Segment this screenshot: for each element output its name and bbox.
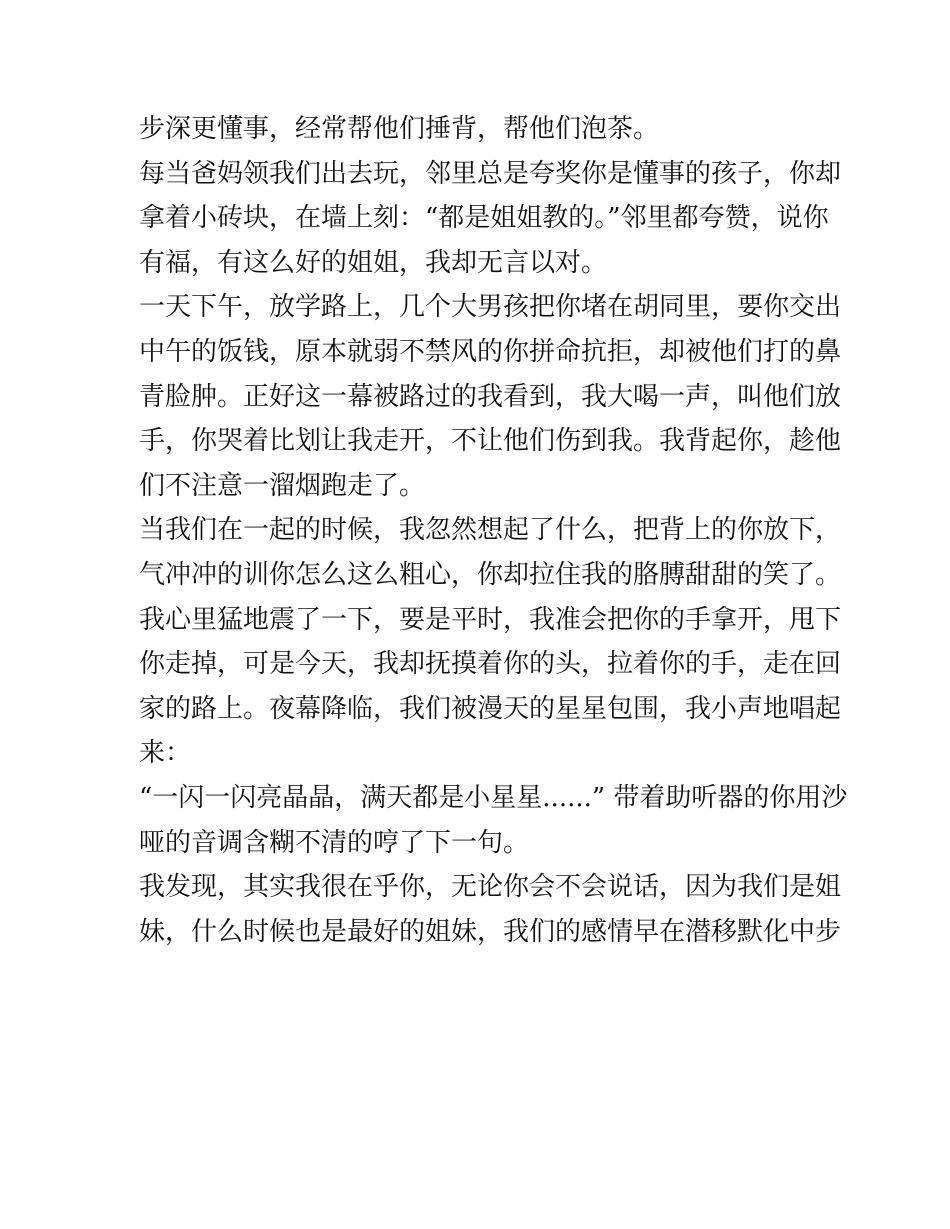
text-line: 拿着小砖块，在墙上刻：“都是姐姐教的。”邻里都夸赞，说你 [139,203,829,234]
text-line: 气冲冲的训你怎么这么粗心，你却拉住我的胳膊甜甜的笑了。 [139,559,842,590]
text-line: 当我们在一起的时候，我忽然想起了什么，把背上的你放下， [139,515,842,546]
document-body [139,107,848,954]
text-line: “一闪一闪亮晶晶，满天都是小星星......” 带着助听器的你用沙 [139,782,848,813]
text-line: 你走掉，可是今天，我却抚摸着你的头，拉着你的手，走在回 [139,649,842,680]
text-line: 我发现，其实我很在乎你，无论你会不会说话，因为我们是姐 [139,872,842,903]
text-line: 青脸肿。正好这一幕被路过的我看到，我大喝一声，叫他们放 [139,381,842,412]
text-line: 家的路上。夜幕降临，我们被漫天的星星包围，我小声地唱起 [139,693,842,724]
text-line: 妹，什么时候也是最好的姐妹，我们的感情早在潜移默化中步 [139,916,842,947]
text-line: 中午的饭钱，原本就弱不禁风的你拼命抗拒，却被他们打的鼻 [139,336,842,367]
text-line: 哑的音调含糊不清的哼了下一句。 [139,827,530,858]
text-line: 我心里猛地震了一下，要是平时，我准会把你的手拿开，甩下 [139,604,842,635]
text-line: 每当爸妈领我们出去玩，邻里总是夸奖你是懂事的孩子，你却 [139,158,842,189]
text-line: 们不注意一溜烟跑走了。 [139,470,426,501]
text-line: 来： [139,738,192,769]
text-line: 手，你哭着比划让我走开，不让他们伤到我。我背起你，趁他 [139,426,842,457]
text-line: 有福，有这么好的姐姐，我却无言以对。 [139,247,608,278]
text-line: 步深更懂事，经常帮他们捶背，帮他们泡茶。 [139,114,660,144]
text-line: 一天下午，放学路上，几个大男孩把你堵在胡同里，要你交出 [139,292,842,323]
